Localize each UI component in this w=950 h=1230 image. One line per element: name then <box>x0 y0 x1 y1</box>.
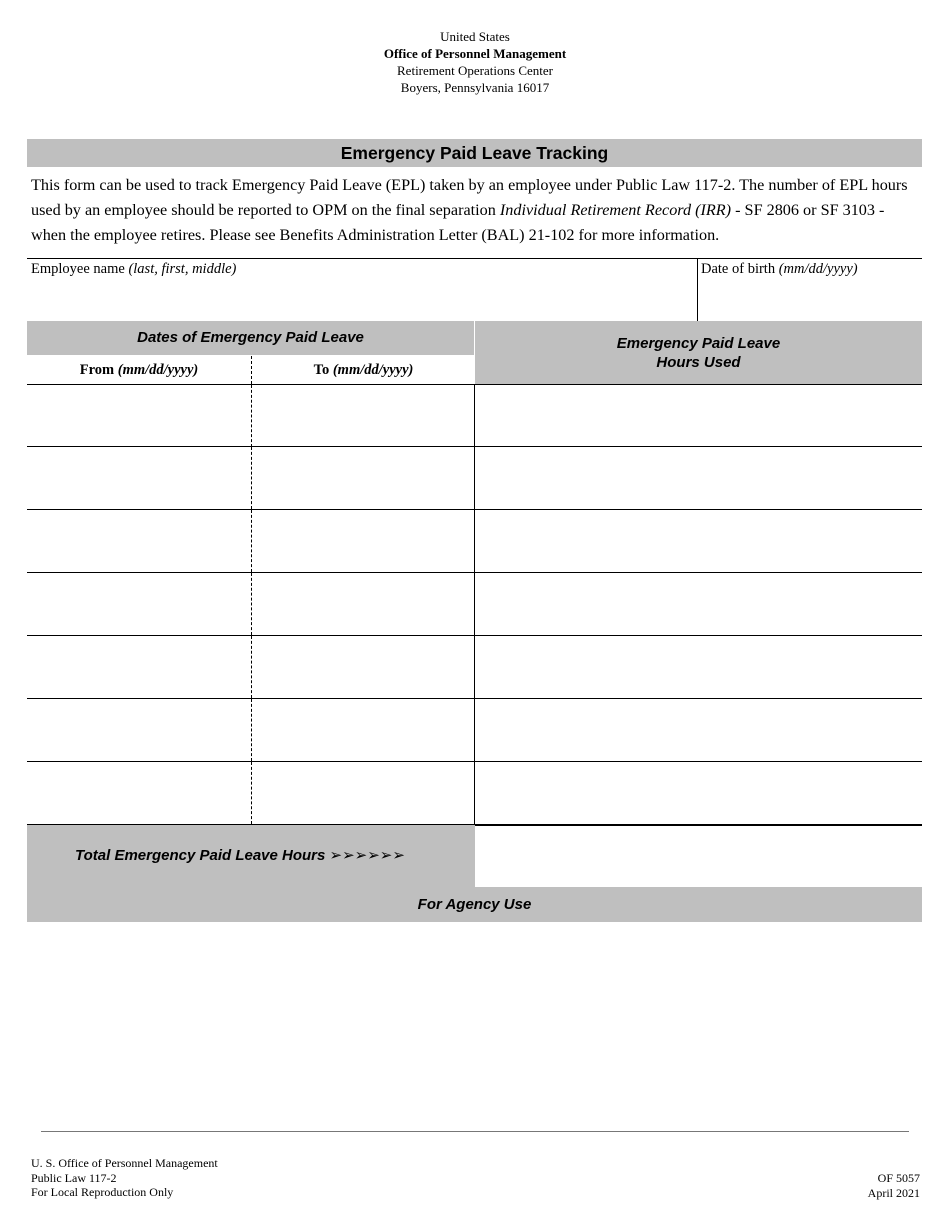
footer-agency: U. S. Office of Personnel Management <box>31 1156 218 1170</box>
form-instructions <box>31 173 911 248</box>
footer-reproduction: For Local Reproduction Only <box>31 1185 174 1199</box>
hours-header-line1: Emergency Paid Leave <box>616 334 781 352</box>
date-of-birth-label: Date of birth <box>701 261 779 277</box>
hours-header-line2: Hours Used <box>656 353 741 371</box>
from-date-cell[interactable] <box>27 510 251 572</box>
hours-used-cell[interactable] <box>474 447 923 509</box>
footer-divider <box>41 1131 909 1132</box>
hours-used-cell[interactable] <box>474 762 923 824</box>
hours-used-cell[interactable] <box>474 385 923 447</box>
footer-right <box>868 1171 920 1200</box>
to-date-cell[interactable] <box>251 636 475 698</box>
table-row <box>27 573 922 636</box>
table-row <box>27 384 922 447</box>
agency-use-bar: For Agency Use <box>27 887 922 922</box>
hours-used-cell[interactable] <box>474 573 923 635</box>
from-date-cell[interactable] <box>27 636 251 698</box>
footer-left <box>31 1156 218 1200</box>
instructions-irr: Individual Retirement Record (IRR) <box>499 201 732 219</box>
hours-used-cell[interactable] <box>474 510 923 572</box>
to-date-cell[interactable] <box>251 447 475 509</box>
from-label: From <box>79 362 118 378</box>
table-row <box>27 762 922 825</box>
instructions-text-1: This form can be used to track Emergency Paid Leave (EPL) taken by an employee under Public Law 117-2. The number of EPL hours used by an employee should be reported to OPM on the final separation <box>31 176 908 219</box>
form-number: OF 5057 <box>877 1171 920 1185</box>
to-date-cell[interactable] <box>251 762 475 824</box>
header-center: Retirement Operations Center <box>397 63 553 78</box>
to-date-cell[interactable] <box>251 510 475 572</box>
to-date-cell[interactable] <box>251 573 475 635</box>
total-hours-field[interactable] <box>475 824 922 887</box>
instructions-text-2: - SF 2806 or SF 3103 - when the employee retires. Please see Benefits Administration Letter (BAL) 21-102 for more information. <box>31 201 885 244</box>
date-of-birth-hint: (mm/dd/yyyy) <box>778 261 858 277</box>
to-column-header <box>251 356 475 384</box>
footer-law: Public Law 117-2 <box>31 1170 117 1185</box>
hours-used-cell[interactable] <box>474 699 923 761</box>
form-title: Emergency Paid Leave Tracking <box>27 139 922 167</box>
from-date-cell[interactable] <box>27 762 251 824</box>
employee-name-label: Employee name <box>31 261 129 277</box>
form-date: April 2021 <box>867 1185 920 1200</box>
table-row <box>27 447 922 510</box>
to-label: To <box>313 362 333 378</box>
from-column-header <box>27 356 251 384</box>
to-date-cell[interactable] <box>251 699 475 761</box>
total-hours-label: Total Emergency Paid Leave Hours ➢➢➢➢➢➢ <box>27 825 475 887</box>
from-date-cell[interactable] <box>27 447 251 509</box>
to-date-cell[interactable] <box>251 385 475 447</box>
header-address: Boyers, Pennsylvania 16017 <box>400 80 550 95</box>
table-row <box>27 510 922 573</box>
hours-used-cell[interactable] <box>474 636 923 698</box>
form-header <box>0 28 950 96</box>
from-hint: (mm/dd/yyyy) <box>117 362 199 378</box>
dates-header: Dates of Emergency Paid Leave <box>27 321 474 355</box>
from-date-cell[interactable] <box>27 573 251 635</box>
from-date-cell[interactable] <box>27 385 251 447</box>
leave-rows <box>27 384 922 825</box>
table-row <box>27 699 922 762</box>
to-hint: (mm/dd/yyyy) <box>332 362 414 378</box>
from-date-cell[interactable] <box>27 699 251 761</box>
date-of-birth-field[interactable] <box>697 259 923 321</box>
employee-info-row <box>27 258 922 321</box>
header-agency: Office of Personnel Management <box>383 46 567 61</box>
employee-name-field[interactable] <box>31 261 236 278</box>
table-row <box>27 636 922 699</box>
employee-name-hint: (last, first, middle) <box>128 261 237 277</box>
header-country: United States <box>440 29 510 44</box>
hours-header <box>475 321 922 384</box>
